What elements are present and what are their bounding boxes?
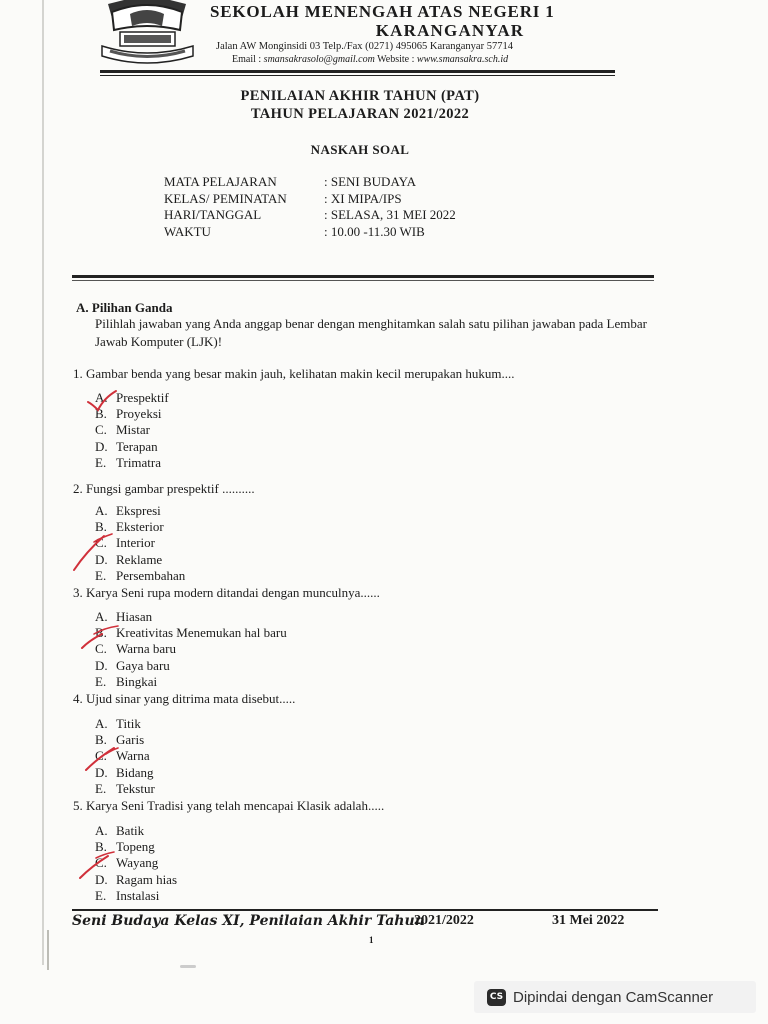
option-letter: E. (95, 673, 107, 689)
camscanner-icon: CS (487, 989, 506, 1006)
footer-subject: Seni Budaya Kelas XI, Penilaian Akhir Tahun (72, 913, 425, 929)
section-heading: A. Pilihan Ganda (76, 300, 173, 315)
option-text: Tekstur (116, 780, 155, 796)
school-name: SEKOLAH MENENGAH ATAS NEGERI 1 (210, 2, 555, 21)
info-value: : XI MIPA/IPS (324, 190, 402, 206)
answer-check-mark (86, 388, 134, 430)
question-4: 4. Ujud sinar yang ditrima mata disebut..... (73, 691, 296, 706)
option-a (95, 503, 185, 519)
option-letter: C. (95, 748, 107, 764)
option-letter: B. (95, 519, 107, 535)
option-letter: D. (95, 438, 108, 454)
option-letter: A. (95, 716, 108, 731)
question-5: 5. Karya Seni Tradisi yang telah mencapai Klasik adalah..... (73, 798, 385, 813)
website-link: www.smansakra.sch.id (416, 54, 509, 65)
option-letter: A. (95, 390, 108, 405)
option-letter: D. (95, 764, 108, 780)
option-letter: E. (95, 454, 107, 470)
info-label: KELAS/ PEMINATAN (164, 190, 287, 206)
option-letter: C. (95, 422, 107, 438)
option-text: Bidang (116, 764, 154, 780)
option-text: Reklame (116, 551, 163, 567)
exam-year: TAHUN PELAJARAN 2021/2022 (250, 106, 470, 122)
option-e (95, 455, 169, 471)
option-text: Mistar (116, 422, 150, 438)
option-text: Interior (116, 535, 155, 551)
answer-check-mark (72, 530, 120, 572)
exam-info-table (164, 174, 456, 240)
website-label: Website : (377, 54, 415, 65)
page-footer (72, 913, 662, 930)
option-letter: B. (95, 839, 107, 855)
email-label: Email : (232, 54, 262, 65)
option-letter: D. (95, 551, 108, 567)
scan-smudge (180, 965, 196, 968)
exam-subtitle: NASKAH SOAL (310, 142, 410, 157)
option-letter: A. (95, 609, 108, 624)
option-text: Proyeksi (116, 406, 162, 422)
option-text: Kreativitas Menemukan hal baru (116, 625, 287, 641)
info-label: HARI/TANGGAL (164, 207, 262, 222)
option-text: Eksterior (116, 519, 164, 535)
letterhead-rule (100, 75, 615, 76)
option-letter: A. (95, 503, 108, 518)
option-letter: B. (95, 406, 107, 422)
option-a (95, 823, 177, 839)
page-edge-shadow (47, 930, 49, 970)
option-letter: E. (95, 567, 107, 583)
option-text: Prespektif (116, 390, 169, 405)
option-text: Titik (116, 716, 141, 731)
info-label: WAKTU (164, 223, 211, 239)
letterhead-rule (100, 70, 615, 73)
option-d (95, 439, 169, 455)
option-text: Persembahan (116, 567, 186, 583)
footer-date: 31 Mei 2022 (552, 913, 625, 928)
option-text: Gaya baru (116, 657, 170, 673)
info-row (164, 174, 456, 191)
info-row (164, 191, 456, 208)
option-text: Warna baru (116, 641, 176, 657)
footer-rule (72, 909, 658, 911)
info-value: : SENI BUDAYA (324, 174, 416, 189)
camscanner-text: Dipindai dengan CamScanner (513, 988, 714, 1006)
footer-year: 2021/2022 (414, 913, 474, 928)
camscanner-badge (474, 981, 756, 1013)
question-3: 3. Karya Seni rupa modern ditandai dengan munculnya...... (73, 585, 380, 600)
option-text: Wayang (116, 855, 159, 871)
school-city: KARANGANYAR (375, 21, 525, 40)
answer-check-mark (84, 740, 132, 782)
question-1: 1. Gambar benda yang besar makin jauh, kelihatan makin kecil merupakan hukum.... (73, 366, 515, 381)
email-link: smansakrasolo@gmail.com (263, 54, 375, 65)
option-letter: B. (95, 732, 107, 748)
page-number: 1 (369, 935, 374, 945)
school-address: Jalan AW Monginsidi 03 Telp./Fax (0271) 495065 Karanganyar 57714 (216, 41, 513, 52)
option-letter: C. (95, 855, 107, 871)
option-letter: E. (95, 887, 107, 903)
option-text: Terapan (116, 438, 158, 454)
option-letter: D. (95, 871, 108, 887)
info-row (164, 207, 456, 224)
answer-check-mark (78, 846, 126, 888)
option-letter: D. (95, 657, 108, 673)
option-e (95, 888, 177, 904)
info-value: : 10.00 -11.30 WIB (324, 223, 425, 239)
option-letter: C. (95, 641, 107, 657)
option-letter: A. (95, 823, 108, 838)
header-separator (72, 280, 654, 281)
option-text: Topeng (116, 839, 155, 855)
option-text: Hiasan (116, 609, 153, 624)
school-contact (232, 54, 508, 65)
option-text: Batik (116, 823, 145, 838)
option-e (95, 781, 155, 797)
question-2: 2. Fungsi gambar prespektif .......... (73, 481, 255, 496)
option-text: Bingkai (116, 673, 158, 689)
option-e (95, 674, 287, 690)
answer-check-mark (80, 622, 128, 664)
option-text: Warna (116, 748, 150, 764)
header-separator (72, 275, 654, 278)
option-text: Trimatra (116, 454, 162, 470)
option-letter: C. (95, 535, 107, 551)
info-value: : SELASA, 31 MEI 2022 (324, 207, 456, 222)
school-logo (100, 0, 195, 68)
option-text: Instalasi (116, 887, 160, 903)
option-letter: E. (95, 780, 107, 796)
exam-title: PENILAIAN AKHIR TAHUN (PAT) (240, 88, 480, 104)
option-text: Ragam hias (116, 871, 178, 887)
info-row (164, 224, 456, 241)
option-text: Ekspresi (116, 503, 161, 518)
section-instruction: Pilihlah jawaban yang Anda anggap benar dengan menghitamkan salah satu pilihan jawaban pada Lembar Jawab Komputer (LJK)! (95, 316, 647, 349)
option-text: Garis (116, 732, 145, 748)
option-letter: B. (95, 625, 107, 641)
info-label: MATA PELAJARAN (164, 174, 277, 189)
option-a (95, 716, 155, 732)
